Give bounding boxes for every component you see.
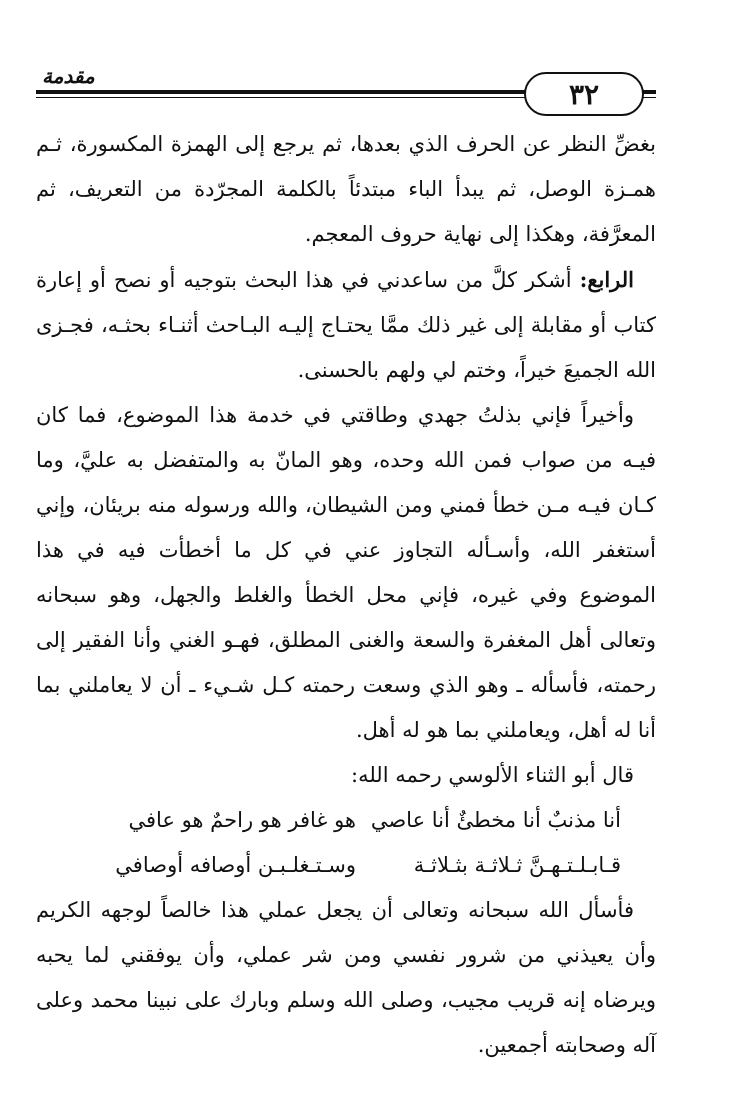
verse-line-2 — [36, 843, 656, 888]
paragraph-1: بغضِّ النظر عن الحرف الذي بعدها، ثم يرجع إلى الهمزة المكسورة، ثـم همـزة الوصل، ثم يبدأ الباء مبتدئاً بالكلمة المجرّدة من التعريف، ثم المعرَّفة، وهكذا إلى نهاية حروف المعجم. — [36, 132, 656, 246]
paragraph-5: فأسأل الله سبحانه وتعالى أن يجعل عملي هذا خالصاً لوجهه الكريم وأن يعيذني من شرور نفسي ومن شر عملي، وأن يوفقني لما يحبه ويرضاه إنه قريب مجيب، وصلى الله وسلم وبارك على نبينا محمد وعلى آله وصحابته أجمعين. — [36, 898, 656, 1057]
page-body — [36, 122, 656, 1068]
verse-2-second-hemistich: وسـتـغلـبـن أوصافه أوصافي — [115, 853, 356, 877]
paragraph-3: وأخيراً فإني بذلتُ جهدي وطاقتي في خدمة هذا الموضوع، فما كان فيـه من صواب فمن الله وحده، وهو المانّ به والمتفضل به عليَّ، وما كـان فيـه مـن خطأ فمني ومن الشيطان، والله ورسوله منه بريئان، وإني أستغفر الله، وأسـأله التجاوز عني في كل ما أخطأت فيه في هذا الموضوع وفي غيره، فإني محل الخطأ والغلط والجهل، وهو سبحانه وتعالى أهل المغفرة والسعة والغنى المطلق، فهـو الغني وأنا الفقير إلى رحمته، فأسأله ـ وهو الذي وسعت رحمته كـل شـيء ـ أن لا يعاملني بما أنا له أهل، ويعاملني بما هو له أهل. — [36, 403, 656, 742]
paragraph-2-lead: الرابع: — [579, 267, 634, 292]
verse-1-second-hemistich: هو غافر هو راحمٌ هو عافي — [128, 808, 356, 832]
page-header — [36, 62, 656, 116]
page-number: ٣٢ — [524, 72, 644, 116]
verse-line-1 — [36, 798, 656, 843]
verse-1-first-hemistich: أنا مذنبٌ أنا مخطئٌ أنا عاصي — [370, 808, 621, 832]
verse-2-first-hemistich: قـابـلـتـهـنَّ ثـلاثـة بثـلاثـة — [413, 853, 621, 877]
paragraph-2 — [36, 257, 656, 393]
paragraph-4: قال أبو الثناء الألوسي رحمه الله: — [351, 763, 634, 787]
section-title: مقدمة — [36, 64, 95, 88]
paragraph-2-text: أشكر كلَّ من ساعدني في هذا البحث بتوجيه أو نصح أو إعارة كتاب أو مقابلة إلى غير ذلك ممَّا يحتـاج إليـه البـاحث أثنـاء بحثـه، فجـزى الله الجميعَ خيراً، وختم لي ولهم بالحسنى. — [36, 268, 656, 382]
